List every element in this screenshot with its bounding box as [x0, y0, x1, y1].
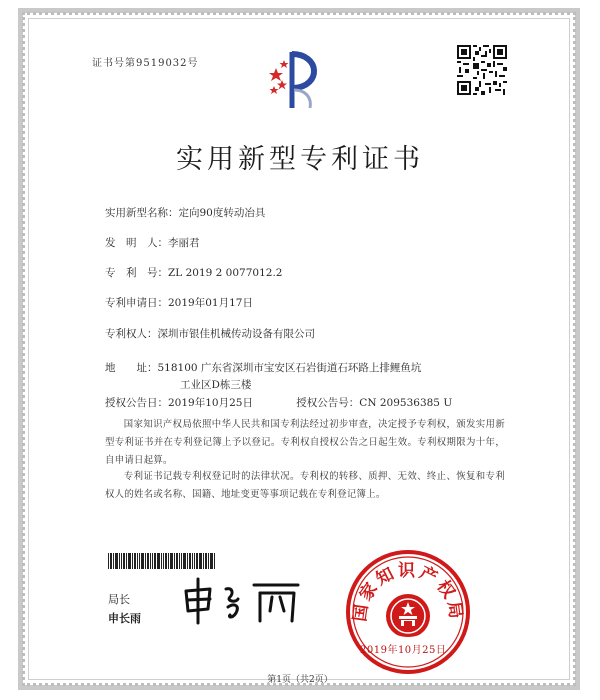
address-label: 地 址：: [105, 362, 158, 374]
inventor-label: 发 明 人：: [105, 237, 168, 249]
qr-code-icon: [457, 45, 507, 95]
page-number: 第1页（共2页）: [267, 675, 333, 685]
cnipa-logo-icon: [262, 46, 328, 112]
patentee-label: 专利权人：: [105, 328, 158, 340]
model-name-label: 实用新型名称：: [105, 207, 179, 219]
legal-status-paragraph: 专利证书记载专利权登记时的法律状况。专利权的转移、质押、无效、终止、恢复和专利权人的姓名或名称、国籍、地址变更等事项记载在专利登记簿上。: [105, 471, 505, 500]
grant-statement-paragraph: 国家知识产权局依照中华人民共和国专利法经过初步审查，决定授予专利权，颁发实用新型专利证书并在专利登记簿上予以登记。专利权自授权公告之日起生效。专利权期限为十年，自申请日起算。: [105, 419, 505, 466]
grant-number-value: CN 209536385 U: [359, 397, 453, 409]
director-signature: [180, 575, 310, 625]
patent-number-label: 专 利 号：: [105, 267, 168, 279]
svg-text:国家知识产权局: 国家知识产权局: [350, 561, 466, 623]
certificate-number: 证书号第9519032号: [92, 58, 199, 69]
seal-date: 2019年10月25日: [360, 645, 447, 656]
official-seal-icon: [344, 548, 472, 676]
grant-number-label: 授权公告号：: [296, 397, 360, 409]
page-title: 实用新型专利证书: [176, 144, 424, 175]
patentee-row: [105, 326, 315, 341]
patentee-value: 深圳市银佳机械传动设备有限公司: [157, 328, 315, 340]
director-title: 局长: [108, 593, 130, 606]
barcode-icon: [108, 553, 216, 569]
model-name-value: 定向90度转动冶具: [178, 207, 266, 219]
filing-date-row: [105, 295, 253, 310]
grant-date-label: 授权公告日：: [105, 397, 168, 409]
address-value-line2: 工业区D栋三楼: [180, 379, 252, 391]
patent-number-row: [105, 265, 282, 280]
inventor-value: 李丽君: [168, 237, 200, 249]
grant-date-value: 2019年10月25日: [168, 397, 253, 409]
patent-number-value: ZL 2019 2 0077012.2: [168, 267, 283, 279]
director-name: 申长雨: [108, 612, 141, 625]
grant-row: [105, 395, 452, 410]
model-name-row: [105, 205, 265, 220]
address-value-line1: 518100 广东省深圳市宝安区石岩街道石环路上排鲤鱼坑: [157, 362, 422, 374]
filing-date-value: 2019年01月17日: [168, 297, 253, 309]
filing-date-label: 专利申请日：: [105, 297, 168, 309]
inventor-row: [105, 235, 200, 250]
address-row: [105, 360, 421, 375]
